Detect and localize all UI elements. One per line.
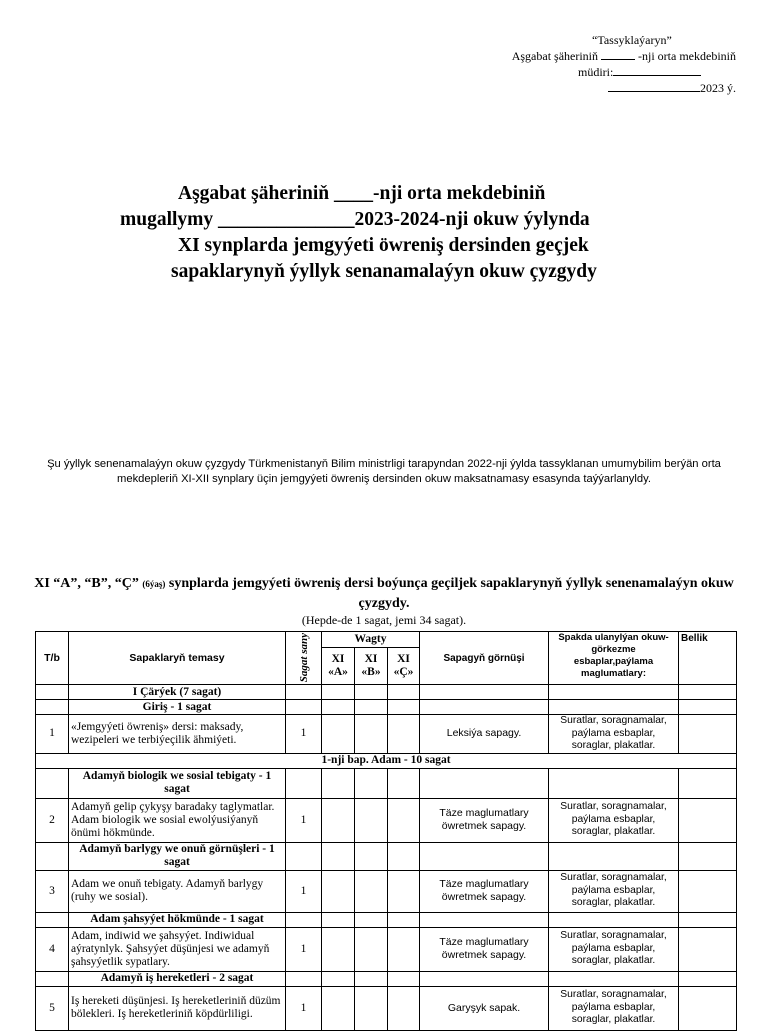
- row-resources: Suratlar, soragnamalar, paýlama esbaplar, soraglar, plakatlar.: [549, 870, 679, 912]
- row-resources: Suratlar, soragnamalar, paýlama esbaplar, soraglar, plakatlar.: [549, 715, 679, 754]
- table-row: [36, 798, 737, 842]
- table-header-row: [36, 632, 737, 648]
- title-city: Aşgabat şäheriniň: [178, 183, 335, 204]
- quarter-row: [36, 685, 737, 700]
- title-school-blank: ____: [334, 183, 374, 204]
- approval-year: 2023 ý.: [700, 81, 736, 95]
- header-time: Wagty: [322, 632, 420, 648]
- chapter-row: [36, 753, 737, 768]
- row-topic: Adamyň gelip çykyşy baradaky taglymatlar. Adam biologik we sosial ewolýusiýanyň önümi hökmünde.: [69, 798, 286, 842]
- header-xib: XI «B»: [355, 648, 388, 685]
- row-form: Leksiýa sapagy.: [420, 715, 549, 754]
- header-topic: Sapaklaryň temasy: [69, 632, 286, 685]
- chapter-label: 1-nji bap. Adam - 10 sagat: [36, 753, 737, 768]
- section-label: Adamyň iş hereketleri - 2 sagat: [69, 971, 286, 986]
- row-form: Täze maglumatlary öwretmek sapagy.: [420, 927, 549, 971]
- approval-school-suffix: -nji orta mekdebiniň: [638, 49, 736, 63]
- header-resources: Spakda ulanylýan okuw-görkezme esbaplar,paýlama maglumatlary:: [549, 632, 679, 685]
- table-heading: [30, 574, 738, 614]
- title-school: -nji orta mekdebiniň: [373, 183, 546, 204]
- section-label: Giriş - 1 sagat: [69, 700, 286, 715]
- row-topic: «Jemgyýeti öwreniş» dersi: maksady, wezipeleri we terbiýeçilik ähmiýeti.: [69, 715, 286, 754]
- intro-paragraph: Şu ýyllyk senenamalaýyn okuw çyzgydy Türkmenistanyň Bilim ministrligi tarapyndan 2022-nji ýylda tassyklanan umumybilim berýän orta mekdepleriň XI-XII synplary üçin jemgyýeti öwreniş dersinden okuw maksatnamasy esasynda taýýarlanyldy.: [47, 458, 721, 485]
- table-row: [36, 986, 737, 1030]
- date-blank: [608, 80, 700, 92]
- title-line-1: [110, 181, 670, 207]
- approval-director: müdiri:: [578, 65, 614, 79]
- table-row: [36, 715, 737, 754]
- approval-block: [476, 33, 736, 96]
- row-hours: 1: [286, 715, 322, 754]
- header-note: Bellik: [679, 632, 737, 685]
- quarter-label: I Çärýek (7 sagat): [69, 685, 286, 700]
- heading-rest: synplarda jemgyýeti öwreniş dersi boýunça geçiljek sapaklarynyň ýyllyk senenamalaýyn okuw çyzgydy.: [165, 576, 734, 611]
- header-xia: XI «A»: [322, 648, 355, 685]
- approval-year-line: [476, 80, 736, 96]
- heading-small: (6ýaş): [142, 579, 166, 589]
- title-line-2: [110, 207, 670, 233]
- header-num: T/b: [36, 632, 69, 685]
- row-resources: Suratlar, soragnamalar, paýlama esbaplar, soraglar, plakatlar.: [549, 927, 679, 971]
- row-topic: Adam, indiwid we şahsyýet. Indiwidual aýratynlyk. Şahsyýet düşünjesi we adamyň şahsyýetlik sypatlary.: [69, 927, 286, 971]
- row-num: 4: [36, 927, 69, 971]
- section-row: [36, 971, 737, 986]
- approval-director-line: [476, 64, 736, 80]
- section-row: [36, 700, 737, 715]
- row-resources: Suratlar, soragnamalar, paýlama esbaplar, soraglar, plakatlar.: [549, 986, 679, 1030]
- row-num: 5: [36, 986, 69, 1030]
- title-year: 2023-2024-nji okuw ýylynda: [354, 209, 590, 230]
- header-hours: Sagat sany: [286, 632, 322, 685]
- row-topic: Iş hereketi düşünjesi. Iş hereketleriniň düzüm bölekleri. Iş hereketleriniň köpdürliligi.: [69, 986, 286, 1030]
- section-label: Adamyň biologik we sosial tebigaty - 1 sagat: [69, 768, 286, 798]
- approval-title: “Tassyklaýaryn”: [592, 33, 672, 47]
- lesson-plan-table: [35, 631, 737, 1031]
- row-topic: Adam we onuň tebigaty. Adamyň barlygy (ruhy we sosial).: [69, 870, 286, 912]
- title-line-3: XI synplarda jemgyýeti öwreniş dersinden geçjek: [178, 235, 589, 256]
- row-num: 2: [36, 798, 69, 842]
- document-title: [110, 181, 670, 285]
- row-form: Garyşyk sapak.: [420, 986, 549, 1030]
- title-line-4: sapaklarynyň ýyllyk senanamalaýyn okuw çyzgydy: [171, 261, 597, 282]
- approval-school-line: [476, 48, 736, 64]
- table-row: [36, 927, 737, 971]
- section-row: [36, 912, 737, 927]
- row-hours: 1: [286, 870, 322, 912]
- section-row: [36, 768, 737, 798]
- title-teacher-blank: ______________: [218, 209, 355, 230]
- approval-city: Aşgabat şäheriniň: [511, 49, 599, 63]
- row-hours: 1: [286, 927, 322, 971]
- director-name-blank: [613, 64, 701, 76]
- table-row: [36, 870, 737, 912]
- row-form: Täze maglumatlary öwretmek sapagy.: [420, 870, 549, 912]
- row-resources: Suratlar, soragnamalar, paýlama esbaplar, soraglar, plakatlar.: [549, 798, 679, 842]
- section-label: Adam şahsyýet hökmünde - 1 sagat: [69, 912, 286, 927]
- table-subheading: (Hepde-de 1 sagat, jemi 34 sagat).: [301, 613, 467, 627]
- header-form: Sapagyň görnüşi: [420, 632, 549, 685]
- row-hours: 1: [286, 986, 322, 1030]
- title-teacher: mugallymy: [120, 209, 219, 230]
- section-label: Adamyň barlygy we onuň görnüşleri - 1 sagat: [69, 842, 286, 870]
- heading-prefix: XI “A”, “B”, “Ç”: [34, 576, 143, 591]
- section-row: [36, 842, 737, 870]
- row-hours: 1: [286, 798, 322, 842]
- row-form: Täze maglumatlary öwretmek sapagy.: [420, 798, 549, 842]
- row-num: 1: [36, 715, 69, 754]
- row-num: 3: [36, 870, 69, 912]
- school-number-blank: [601, 48, 635, 60]
- header-xic: XI «Ç»: [388, 648, 420, 685]
